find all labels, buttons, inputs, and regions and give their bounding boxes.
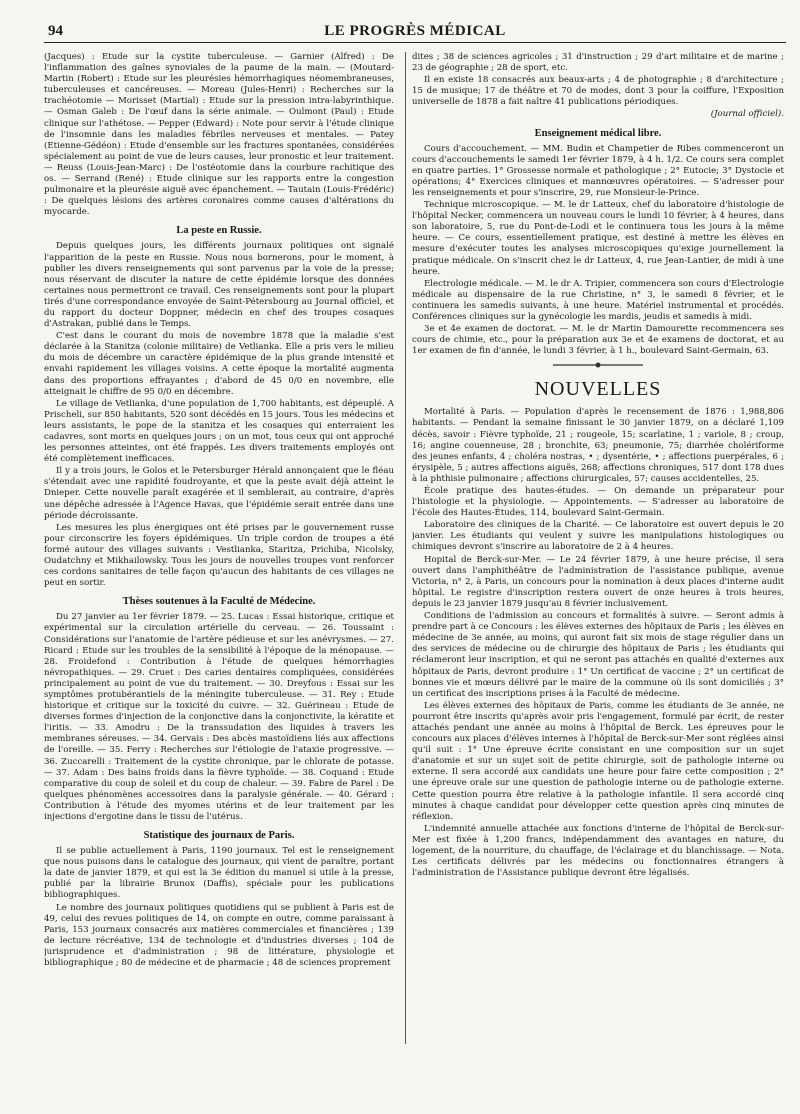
nouvelles-paragraph: Hopital de Berck-sur-Mer. — Le 24 février 1879, à une heure précise, il sera ouvert dans l'amphithéâtre de l'administration de l'assistance publique, avenue Victoria, n° 2, à Paris, un concours pour la nomination à deux places d'interne audit hôpital. Le registre d'inscription restera ouvert de onze heures à trois heures, depuis le 23 janvier 1879 jusqu'au 8 février inclusivement. (412, 554, 784, 609)
theses-heading: Thèses soutenues à la Faculté de Médecine. (122, 596, 316, 608)
source-note: (Journal officiel). (710, 109, 784, 120)
ornament-divider (412, 361, 784, 372)
nouvelles-paragraph: L'indemnité annuelle attachée aux fonctions d'interne de l'hôpital de Berck-sur-Mer est fixée à 1,200 francs, indépendamment des avantages en nature, du logement, de la nourriture, du chauffage, de l'éclairage et du blanchissage. — Nota. Les certificats délivrés par les médecins ou fonctionnaires étrangers à l'administration de l'Assistance publique devront être légalisés. (412, 823, 784, 879)
page-header (44, 22, 786, 43)
nouvelles-paragraph: Les élèves externes des hôpitaux de Paris, comme les étudiants de 3e année, ne pourront être inscrits qu'après avoir pris l'engagement, formulé par écrit, de rester attachés pendant une année au moins à l'hôpital de Berck. Les épreuves pour le concours aux places d'élèves internes à l'hôpital de Berck-sur-Mer sont réglées ainsi qu'il suit : 1° Une épreuve écrite consistant en une composition sur un sujet d'anatomie et sur un sujet soit de petite chirurgie, soit de pathologie interne ou externe. Il sera accordé aux candidats une heure pour faire cette composition ; 2° une épreuve orale sur une question de pathologie interne ou de pathologie externe. Cette question pourra être relative à la pathologie infantile. Il sera accordé cinq minutes à chaque candidat pour développer cette question après cinq minutes de réflexion. (412, 700, 784, 822)
peste-paragraph: C'est dans le courant du mois de novembre 1878 que la maladie s'est déclarée à la Stanitza (colonie militaire) de Vetlianka. Elle a pris vers le milieu du mois de décembre un caractère épidémique de la plus grande intensité et envahi rapidement les villages voisins. A cette époque la mortalité augmenta dans des proportions effrayantes ; d'abord de 45 0/0 en novembre, elle atteignait le chiffre de 95 0/0 en décembre. (44, 331, 394, 397)
nouvelles-paragraph: École pratique des hautes-études. — On demande un préparateur pour l'histologie et la physiologie. — Appointements. — S'adresser au laboratoire de l'école des Hautes-Études, 114, boulevard Saint-Germain. (412, 486, 784, 519)
stats-paragraph: Il se publie actuellement à Paris, 1190 journaux. Tel est le renseignement que nous puisons dans le catalogue des journaux, qui vient de paraître, portant la date de janvier 1879, et qui est la 3e édition du manuel si utile à la presse, publié par la librairie Brunox (Daffis), spéciale pour les publications bibliographiques. (44, 846, 394, 901)
page-number: 94 (48, 23, 63, 39)
enseignement-paragraph: Electrologie médicale. — M. le dr A. Tripier, commencera son cours d'Electrologie médicale au dispensaire de la rue Christine, n° 3, le samedi 8 février, et le continuera les samedis suivants, à une heure. Matériel instrumental et procédés. Conférences cliniques sur la gynécologie les mardis, jeudis et samedis à midi. (412, 278, 784, 322)
stats-continued: Il en existe 18 consacrés aux beaux-arts ; 4 de photographie ; 8 d'architecture ; 15 de musique; 17 de théâtre et 70 de modes, dont 3 pour la coiffure, l'Exposition universelle de 1878 a fait naître 41 publications périodiques. (412, 75, 784, 108)
right-column (412, 52, 784, 1114)
theses-list-continued: (Jacques) : Etude sur la cystite tuberculeuse. — Garnier (Alfred) : De l'inflammation des gaînes synoviales de la paume de la main. — (Moutard-Martin (Robert) : Etude sur les pleurésies hémorrhagiques néomembraneuses, tuberculeuses et cancéreuses. — Moreau (Jules-Henri) : Recherches sur la trachéotomie — Morisset (Martial) : Etude sur la pression intra-labyrinthique. — Osman Galeb : De l'œuf dans la série animale. — Oulmont (Paul) : Etude clinique sur l'athétose. — Pepper (Edward) : Note pour servir à l'étude clinique de l'insomnie dans les maladies fébriles nerveuses et mentales. — Patey (Etienne-Gédéon) : Etude d'ensemble sur les fractures spontanées, considérées spécialement au point de vue de leurs causes, leur pronostic et leur traitement. — Reuss (Louis-Jean-Marc) : De l'ostéotomie dans la courbure rachitique des os. — Serrand (René) : Etude clinique sur les rapports entre la congestion pulmonaire et la pleurésie aiguë avec épanchement. — Tautain (Louis-Frédéric) : De quelques lésions des artères coronaires comme causes d'altérations du myocarde. (44, 52, 394, 218)
nouvelles-paragraph: Conditions de l'admission au concours et formalités à suivre. — Seront admis à prendre part à ce Concours : les élèves externes des hôpitaux de Paris ; les élèves en médecine de 3e année, au moins, qui auront fait six mois de stage régulier dans un des services de médecine ou de chirurgie des hôpitaux de Paris ; les étudiants qui réclameront leur inscription, et qui ne seront pas attachés en qualité d'externes aux hôpitaux de Paris, devront produire : 1° Un certificat de vaccine ; 2° un certificat de bonnes vie et mœurs délivré par le maire de la commune où ils sont domiciliés ; 3° un certificat des inscriptions prises à la Faculté de médecine. (412, 611, 784, 699)
journal-title: LE PROGRÈS MÉDICAL (324, 23, 506, 39)
enseignement-paragraph: Cours d'accouchement. — MM. Budin et Champetier de Ribes commenceront un cours d'accouchements le samedi 1er février 1879, à 4 h. 1/2. Ce cours sera complet en quatre parties. 1° Grossesse normale et pathologique ; 2° Eutocie; 3° Dystocie et opérations; 4° Exercices cliniques et mannœuvres opératoires. — S'adresser pour les renseignements et pour s'inscrire, 29, rue Monsieur-le-Prince. (412, 143, 784, 198)
peste-paragraph: Il y a trois jours, le Golos et le Petersburger Hérald annonçaient que le fléau s'étendait avec une rapidité foudroyante, et que la peste avait déjà atteint le Dnieper. Cette nouvelle paraît exagérée et il semblerait, au contraire, d'après une dépêche adressée à l'Agence Havas, que l'épidémie serait entrée dans une période décroissante. (44, 466, 394, 521)
ornament-icon (553, 361, 643, 369)
peste-heading: La peste en Russie. (176, 225, 262, 237)
nouvelles-paragraph: Mortalité à Paris. — Population d'après le recensement de 1876 : 1,988,806 habitants. — Pendant la semaine finissant le 30 janvier 1879, on a déclaré 1,109 décès, savoir : Fièvre typhoïde, 21 ; rougeole, 15; scarlatine, 1 ; variole, 8 ; croup, 16; angine couenneuse, 28 ; bronchite, 63; pneumonie, 75; diarrhée cholériforme des jeunes enfants, 4 ; choléra nostras, • ; dysentérie, • ; affections puerpérales, 6 ; érysipèle, 5 ; autres affections aiguës, 268; affections chroniques, 517 dont 178 dues à la phthisie pulmonaire ; affections chirurgicales, 57; causes accidentelles, 25. (412, 407, 784, 484)
theses-paragraph: Du 27 janvier au 1er février 1879. — 25. Lucas : Essai historique, critique et expérimental sur la circulation artérielle du cerveau. — 26. Toussaint : Considérations sur l'anatomie de l'artère pédieuse et sur les anévrysmes. — 27. Ricard : Etude sur les troubles de la sensibilité à l'époque de la ménopause. — 28. Froidefond : Contribution à l'étude de quelques hémorrhagies névropathiques. — 29. Cruet : Des caries dentaires compliquées, considérées principalement au point de vue du traitement. — 30. Dreyfous : Essai sur les symptômes protubérantiels de la méningite tuberculeuse. — 31. Rey : Etude historique et critique sur la toxicité du cuivre. — 32. Guérineau : Etude de diverses formes d'injection de la conjonctive dans la conjonctivite, la kératite et l'iritis. — 33. Amodru : De la transsudation des liquides à travers les membranes séreuses. — 34. Gervais : Des abcès mastoïdiens liés aux affections de l'oreille. — 35. Ferry : Recherches sur l'étiologie de l'ataxie progressive. — 36. Zuccarelli : Traitement de la cystite chronique, par le chlorate de potasse. — 37. Adam : Des bains froids dans la fièvre typhoïde. — 38. Coquand : Etude comparative du coup de soleil et du coup de chaleur. — 39. Fabre de Parel : De quelques phénomènes accessoires dans la paralysie générale. — 40. Gérard : Contribution à l'étude des myomes utérins et de leur traitement par les injections d'ergotine dans le tissu de l'utérus. (44, 612, 394, 822)
stats-continued: dites ; 38 de sciences agricoles ; 31 d'instruction ; 29 d'art militaire et de marine ; 23 de géographie ; 28 de sport, etc. (412, 52, 784, 74)
left-column (44, 52, 394, 1114)
stats-heading: Statistique des journaux de Paris. (143, 830, 295, 842)
columns (44, 52, 786, 1114)
enseignement-paragraph: Technique microscopique. — M. le dr Latteux, chef du laboratoire d'histologie de l'hôpital Necker, commencera un nouveau cours le lundi 10 février, à 4 heures, dans son laboratoire, 5, rue du Pont-de-Lodi et le continuera tous les jours à la même heure. — Ce cours, essentiellement pratique, est destiné à mettre les élèves en mesure d'exécuter toutes les analyses microscopiques qu'exige journellement la pratique médicale. On s'inscrit chez le dr Latteux, 4, rue Jean-Lantier, de midi à une heure. (412, 200, 784, 277)
peste-paragraph: Depuis quelques jours, les différents journaux politiques ont signalé l'apparition de la peste en Russie. Nous nous bornerons, pour le moment, à publier les divers renseignements qui sont parvenus par la voie de la presse; nous réservant de discuter la nature de cette épidémie lorsque des données certaines nous permettront ce travail. Ces renseignements sont pour la plupart tirés d'une correspondance envoyée de Saint-Pétersbourg au Journal officiel, et du rapport du docteur Doppner, médecin en chef des troupes cosaques d'Astrakan, publié dans le Temps. (44, 241, 394, 330)
peste-paragraph: Les mesures les plus énergiques ont été prises par le gouvernement russe pour circonscrire les foyers épidémiques. Un triple cordon de troupes a été formé autour des villages suivants : Vestlianka, Staritza, Prichiba, Nicolsky, Oudatchny et Mikhailowsky. Tous les jours de nouvelles troupes vont renforcer ces cordons sanitaires de telle façon qu'aucun des habitants de ces villages ne peut en sortir. (44, 522, 394, 589)
nouvelles-heading: NOUVELLES (534, 378, 662, 401)
peste-paragraph: Le village de Vetlianka, d'une population de 1,700 habitants, est dépeuplé. A Prischeli, sur 850 habitants, 520 sont décédés en 15 jours. Tous les médecins et leurs assistants, le pope de la stanitza et les cosaques qui enterraient les cadavres, sont morts en quelques jours ; on un mot, tous ceux qui ont approché les personnes atteintes, ont été frappés. Les divers traitements employés ont été complètement inefficaces. (44, 398, 394, 465)
enseignement-paragraph: 3e et 4e examen de doctorat. — M. le dr Martin Damourette recommencera ses cours de chimie, etc., pour la préparation aux 3e et 4e examens de doctorat, et au 1er examen de fin d'année, le lundi 3 février, à 1 h., boulevard Saint-Germain, 63. (412, 324, 784, 357)
stats-paragraph: Le nombre des journaux politiques quotidiens qui se publient à Paris est de 49, celui des revues politiques de 14, on compte en outre, comme paraissant à Paris, 153 journaux consacrés aux matières commerciales et financières ; 139 de lecture récréative, 134 de technologie et d'industries diverses ; 104 de jurisprudence et d'administration ; 98 de littérature, physiologie et bibliographique ; 80 de médecine et de pharmacie ; 48 de sciences proprement (44, 902, 394, 969)
nouvelles-paragraph: Laboratoire des cliniques de la Charité. — Ce laboratoire est ouvert depuis le 20 janvier. Les étudiants qui veulent y suivre les manipulations histologiques ou chimiques devront s'inscrire au laboratoire de 2 à 4 heures. (412, 520, 784, 553)
enseignement-heading: Enseignement médical libre. (534, 127, 662, 139)
